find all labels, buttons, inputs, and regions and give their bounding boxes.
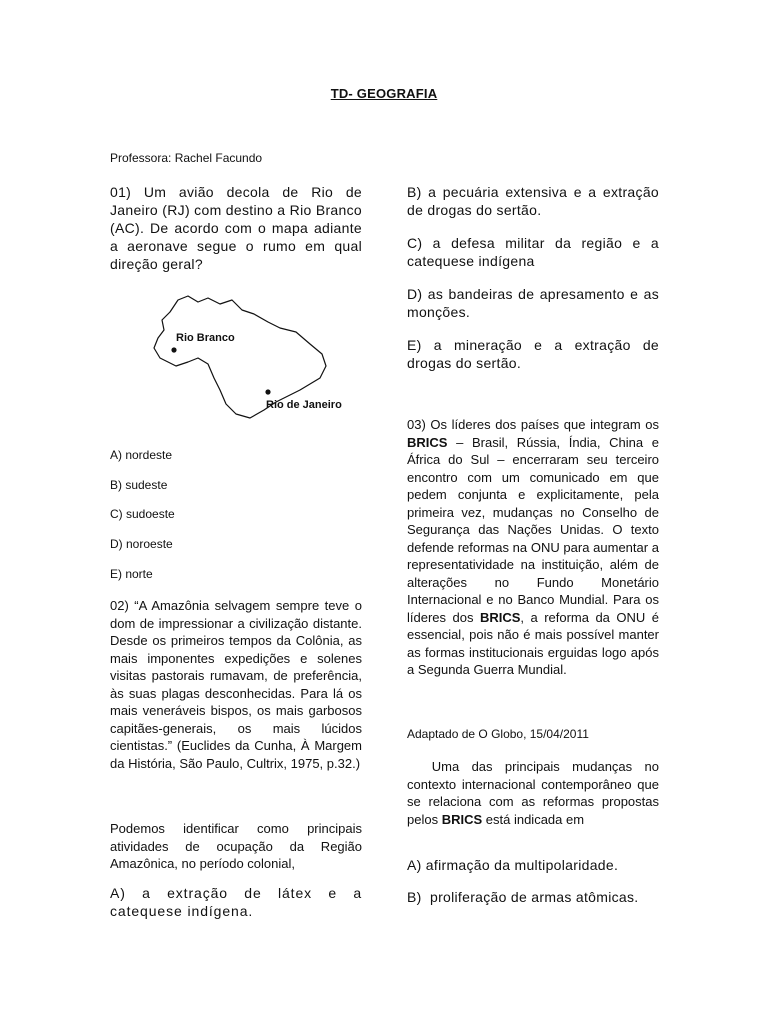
question-3-source: Adaptado de O Globo, 15/04/2011: [407, 727, 589, 741]
q1-option-d: D) noroeste: [110, 537, 173, 551]
teacher-name: Professora: Rachel Facundo: [110, 151, 263, 165]
q2-option-b: B) a pecuária extensiva e a extração de drogas do sertão.: [407, 184, 659, 218]
rio-de-janeiro-label: Rio de Janeiro: [266, 399, 342, 411]
question-2-prompt: Podemos identificar como principais atividades de ocupação da Região Amazônica, no período colonial,: [110, 821, 362, 871]
brics-term: BRICS: [441, 811, 483, 827]
q1-option-a: A) nordeste: [110, 448, 173, 462]
question-3-prompt: [407, 758, 663, 828]
q2-option-a: A) a extração de látex e a catequese indígena.: [110, 885, 362, 919]
question-3-text: [407, 416, 659, 679]
q3-text-part-3: , a reforma da ONU é essencial, pois não é mais possível manter as formas institucionais erguidas logo após a Segunda Guerra Mundial.: [407, 609, 659, 677]
rio-branco-label: Rio Branco: [176, 332, 235, 344]
page-title: TD- GEOGRAFIA: [330, 86, 438, 101]
brics-term: BRICS: [407, 434, 448, 450]
q2-option-e: E) a mineração e a extração de drogas do sertão.: [407, 337, 659, 371]
q1-option-c: C) sudoeste: [110, 507, 175, 521]
q1-option-b: B) sudeste: [110, 478, 168, 492]
q3-text-part-1: 03) Os líderes dos países que integram os: [407, 417, 659, 432]
brics-term: BRICS: [479, 609, 521, 625]
q1-option-e: E) norte: [110, 567, 153, 581]
q3-option-a: A) afirmação da multipolaridade.: [407, 857, 619, 873]
rio-de-janeiro-dot: [265, 389, 270, 394]
question-1-text: 01) Um avião decola de Rio de Janeiro (RJ) com destino a Rio Branco (AC). De acordo com o mapa adiante a aeronave segue o rumo em qual direção geral?: [110, 184, 362, 272]
q3-text-part-2: – Brasil, Rússia, Índia, China e África do Sul – encerraram seu terceiro encontro com um comunicado em que pedem conjunta e explicitamente, pela primeira vez, mudanças no Conselho de Segurança das Nações Unidas. O texto defende reformas na ONU para aumentar a representatividade na instituição, além de alterações no Fundo Monetário Internacional e no Banco Mundial. Para os líderes dos: [407, 434, 659, 625]
q3-prompt-part-2: está indicada em: [482, 811, 585, 827]
brazil-map: [150, 292, 365, 422]
q2-option-d: D) as bandeiras de apresamento e as monções.: [407, 286, 659, 320]
q3-option-b: B) proliferação de armas atômicas.: [407, 889, 639, 905]
q3-prompt-part-1: Uma das principais mudanças no contexto internacional contemporâneo que se relaciona com as reformas propostas pelos: [407, 759, 663, 827]
q2-option-c: C) a defesa militar da região e a catequese indígena: [407, 235, 659, 269]
question-2-text: 02) “A Amazônia selvagem sempre teve o dom de impressionar a civilização distante. Desde os primeiros tempos da Colônia, as mais imponentes expedições e solenes visitas pastorais rumavam, de preferência, às suas plagas desconhecidas. Para lá os mais veneráveis bispos, os mais garbosos capitães-generais, os mais lúcidos cientistas.” (Euclides da Cunha, À Margem da História, São Paulo, Cultrix, 1975, p.32.): [110, 598, 362, 771]
rio-branco-dot: [171, 347, 176, 352]
